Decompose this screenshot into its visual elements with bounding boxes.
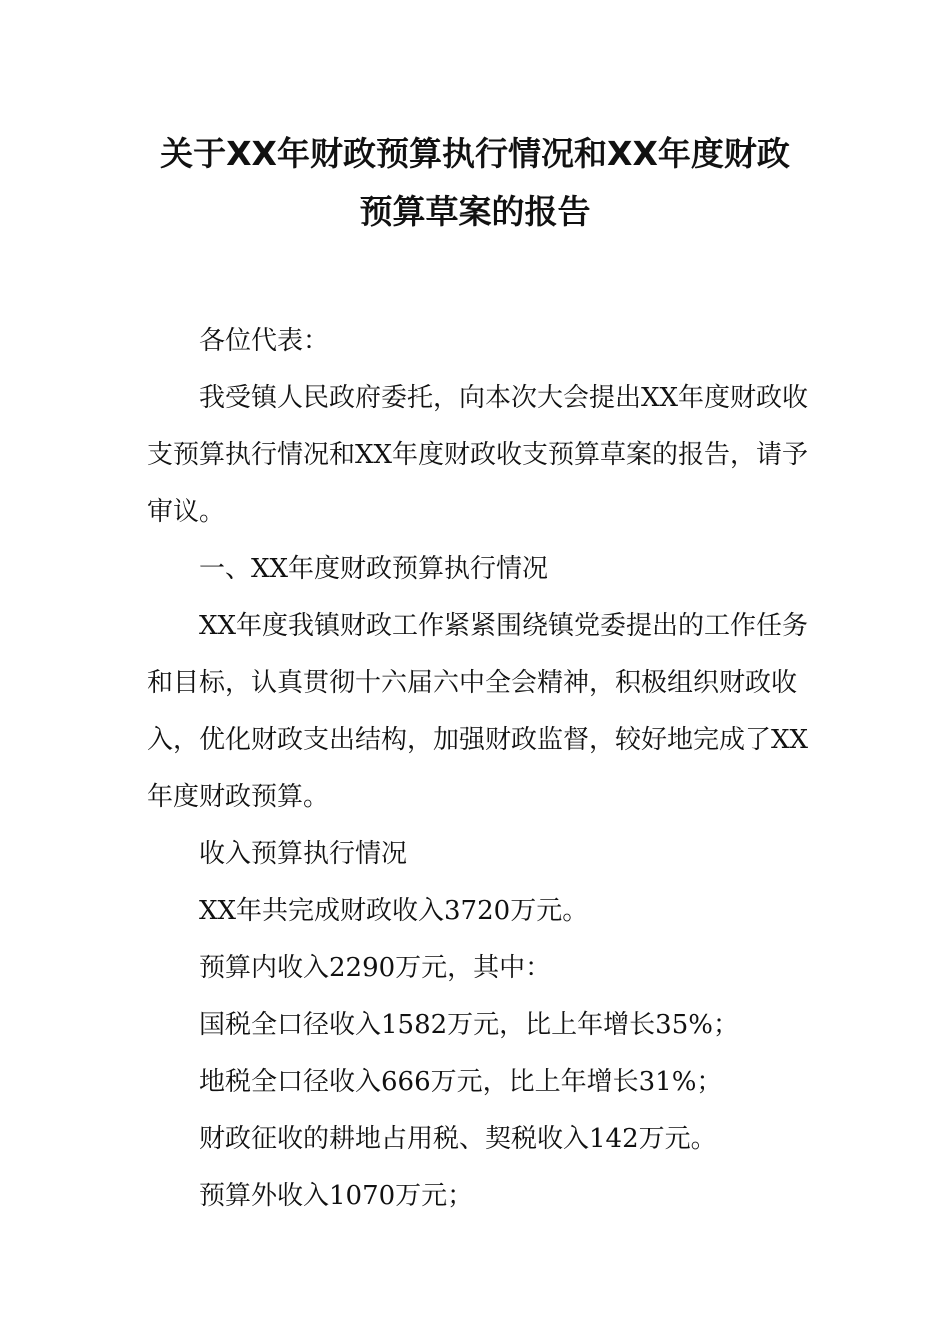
total-income-paragraph: XX年共完成财政收入3720万元。 [199, 896, 589, 926]
farmland-tax-paragraph: 财政征收的耕地占用税、契税收入142万元。 [199, 1124, 717, 1154]
local-tax-paragraph: 地税全口径收入666万元，比上年增长31%； [199, 1067, 723, 1097]
national-tax-paragraph: 国税全口径收入1582万元，比上年增长35%； [199, 1010, 739, 1040]
outside-budget-paragraph: 预算外收入1070万元； [199, 1181, 474, 1211]
intro-paragraph: 我受镇人民政府委托，向本次大会提出XX年度财政收支预算执行情况和XX年度财政收支预算草案的报告，请予审议。 [147, 383, 809, 527]
summary-paragraph: XX年度我镇财政工作紧紧围绕镇党委提出的工作任务和目标，认真贯彻十六届六中全会精神，积极组织财政收入，优化财政支出结构，加强财政监督，较好地完成了XX年度财政预算。 [147, 611, 809, 812]
section-heading-1: 一、XX年度财政预算执行情况 [199, 554, 549, 584]
income-subheading: 收入预算执行情况 [199, 839, 408, 869]
within-budget-paragraph: 预算内收入2290万元，其中： [199, 953, 552, 983]
document-title-line-1: 关于XX年财政预算执行情况和XX年度财政 [160, 134, 790, 173]
greeting-paragraph: 各位代表： [199, 326, 330, 356]
document-title-line-2: 预算草案的报告 [359, 192, 591, 231]
